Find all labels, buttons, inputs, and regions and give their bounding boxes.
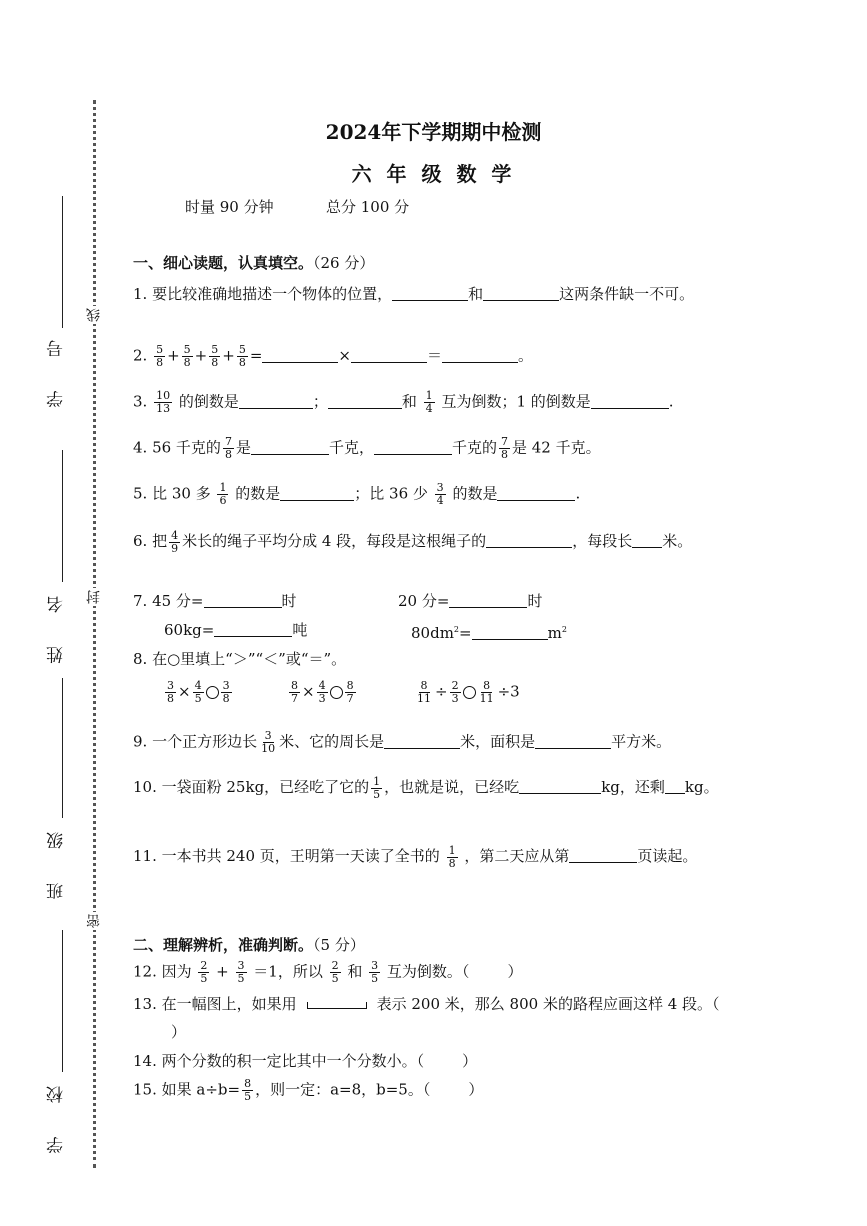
q9-blank-1[interactable]	[384, 733, 460, 749]
q1-blank-1[interactable]	[392, 285, 468, 301]
q7-blank-4[interactable]	[472, 624, 548, 640]
q10-blank-2[interactable]	[665, 778, 685, 794]
section-1-title: 一、细心读题，认真填空。（26 分）	[133, 254, 375, 272]
question-5: 5. 比 30 多 $\frac{1}{6}$ 的数是 ；比 36 少 $\frac{3}{4}$ 的数是 .	[133, 481, 581, 507]
question-9: 9. 一个正方形边长 $\frac{3}{10}$ 米、它的周长是 米，面积是 平方米。	[133, 729, 672, 755]
q8-expression-2: $\frac{8}{7}$ × $\frac{4}{3}$ $\frac{8}{7}$	[291, 679, 354, 705]
q5-blank-1[interactable]	[280, 485, 354, 501]
question-7-item-c: 60kg= 吨	[164, 621, 308, 639]
q3-blank-3[interactable]	[591, 393, 669, 409]
q6-blank-1[interactable]	[486, 532, 572, 548]
question-6: 6. 把 $\frac{4}{9}$ 米长的绳子平均分成 4 段，每段是这根绳子的 ，每段长 米。	[133, 528, 693, 555]
question-13: 13. 在一幅图上，如果用 表示 200 米，那么 800 米的路程应画这样 4 段。（）	[133, 995, 720, 1041]
q8-circle-2[interactable]	[330, 686, 343, 699]
label-student-number: 学 号	[47, 326, 67, 408]
field-class[interactable]	[62, 678, 63, 818]
q2-blank-2[interactable]	[351, 347, 427, 363]
q7-blank-1[interactable]	[204, 592, 282, 608]
q9-blank-2[interactable]	[535, 733, 611, 749]
q3-blank-1[interactable]	[239, 393, 313, 409]
question-11: 11. 一本书共 240 页，王明第一天读了全书的 $\frac{1}{8}$ ，第二天应从第 页读起。	[133, 843, 698, 870]
question-7-item-d: $80dm^2= m^2$	[411, 624, 567, 642]
q8-circle-1[interactable]	[206, 686, 219, 699]
field-school[interactable]	[62, 930, 63, 1072]
field-name[interactable]	[62, 450, 63, 582]
q11-blank-1[interactable]	[569, 847, 637, 863]
q2-blank-3[interactable]	[442, 347, 518, 363]
question-2: 2. $\frac{5}{8}$ + $\frac{5}{8}$ + $\frac{5}{8}$ + $\frac{5}{8}$ = × ＝ 。	[133, 343, 534, 369]
question-1: 1. 要比较准确地描述一个物体的位置， 和 这两条件缺一不可。	[133, 285, 695, 303]
question-15: 15. 如果 a÷b= $\frac{8}{5}$ ，则一定：a=8，b=5。（ ）	[133, 1077, 484, 1103]
question-4: 4. 56 千克的 $\frac{7}{8}$ 是 千克， 千克的 $\frac{7}{8}$ 是 42 千克。	[133, 435, 601, 461]
question-7-row-1: 7. 45 分= 时	[133, 592, 297, 610]
q10-blank-1[interactable]	[519, 778, 601, 794]
q5-blank-2[interactable]	[497, 485, 575, 501]
seal-char-mi: 密	[86, 914, 102, 928]
seal-char-feng: 封	[86, 590, 102, 604]
label-class: 班 级	[47, 818, 67, 900]
q7-blank-2[interactable]	[449, 592, 527, 608]
field-student-number[interactable]	[62, 196, 63, 328]
exam-total-score: 总分 100 分	[326, 198, 410, 216]
label-name: 姓 名	[47, 582, 67, 664]
q4-blank-1[interactable]	[251, 439, 329, 455]
q4-blank-2[interactable]	[374, 439, 452, 455]
q8-expression-3: $\frac{8}{11}$ ÷ $\frac{2}{3}$ $\frac{8}{11}$ ÷3	[417, 679, 520, 705]
scale-line-icon	[307, 1002, 367, 1009]
q7-blank-3[interactable]	[214, 621, 292, 637]
question-12: 12. 因为 $\frac{2}{5}$ + $\frac{3}{5}$ ＝1，所以 $\frac{2}{5}$ 和 $\frac{3}{5}$ 互为倒数。（ ）	[133, 959, 523, 985]
question-8: 8. 在○里填上“＞”“＜”或“＝”。	[133, 650, 347, 668]
question-7-item-b: 20 分= 时	[398, 592, 543, 610]
section-2-title: 二、理解辨析，准确判断。（5 分）	[133, 936, 365, 954]
exam-title: 2024年下学期期中检测	[325, 120, 542, 144]
question-14: 14. 两个分数的积一定比其中一个分数小。（ ）	[133, 1052, 478, 1070]
label-school: 学 校	[47, 1072, 67, 1154]
binding-dotted-line	[93, 100, 96, 1168]
exam-subject: 六 年 级 数 学	[351, 162, 516, 186]
q2-blank-1[interactable]	[262, 347, 338, 363]
seal-char-xian: 线	[86, 308, 102, 322]
question-10: 10. 一袋面粉 25kg，已经吃了它的 $\frac{1}{5}$ ，也就是说，已经吃 kg，还剩 kg。	[133, 774, 719, 801]
exam-time: 时量 90 分钟	[185, 198, 274, 216]
q8-expression-1: $\frac{3}{8}$ × $\frac{4}{5}$ $\frac{3}{8}$	[167, 679, 230, 705]
q8-circle-3[interactable]	[463, 686, 476, 699]
q6-blank-2[interactable]	[632, 532, 662, 548]
q3-blank-2[interactable]	[328, 393, 402, 409]
q1-blank-2[interactable]	[483, 285, 559, 301]
question-3: 3. $\frac{10}{13}$ 的倒数是 ； 和 $\frac{1}{4}$ 互为倒数；1 的倒数是 .	[133, 389, 674, 415]
